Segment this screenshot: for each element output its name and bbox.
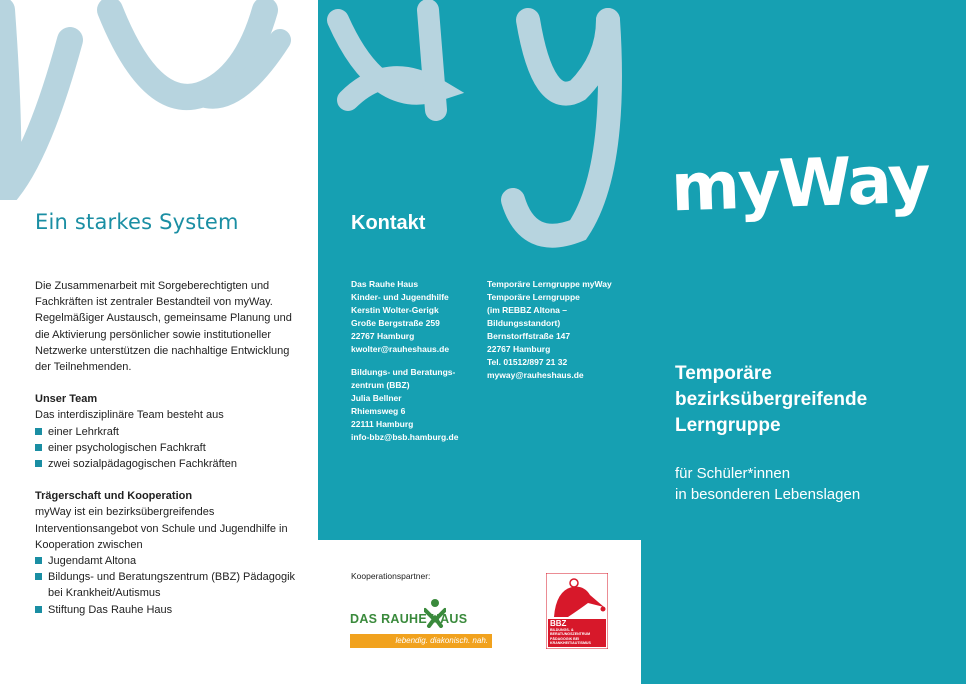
contact-line: Das Rauhe Haus	[351, 279, 419, 289]
partners-panel	[318, 540, 641, 684]
bbz-logo	[546, 573, 608, 649]
traeger-heading: Trägerschaft und Kooperation	[35, 490, 193, 503]
contact-column-2	[487, 278, 627, 392]
left-body	[35, 278, 300, 618]
contact-line: Kinder- und Jugendhilfe	[351, 292, 449, 302]
contact-email[interactable]: info-bbz@bsb.hamburg.de	[351, 432, 459, 442]
contact-line: Kerstin Wolter-Gerigk	[351, 305, 439, 315]
list-item: zwei sozialpädagogischen Fachkräften	[35, 456, 300, 472]
list-item: Stiftung Das Rauhe Haus	[35, 602, 300, 618]
intro-text: Die Zusammenarbeit mit Sorgeberechtigten und Fachkräften ist zentraler Bestandteil von myWay. Regelmäßiger Austausch, gemeinsame Planung und die Aktivierung persönlicher sowie institutioneller Netzwerke unterstützen die nachhaltige Entwicklung der Teilnehmenden.	[35, 280, 292, 374]
cover-panel	[641, 0, 966, 684]
team-intro: Das interdisziplinäre Team besteht aus	[35, 409, 224, 422]
contact-line: Bildungs- und Beratungs-	[351, 367, 456, 377]
subtitle-line: in besonderen Lebenslagen	[675, 486, 861, 503]
bbz-logo-text: BBZ BILDUNGS- & BERATUNGSZENTRUM PÄDAGOGIK BEI KRANKHEIT/AUTISMUS	[550, 619, 591, 645]
contact-line: 22767 Hamburg	[487, 344, 551, 354]
list-item: Bildungs- und Beratungszentrum (BBZ) Pädagogik bei Krankheit/Autismus	[35, 569, 300, 601]
contact-bbz	[351, 366, 481, 444]
left-panel	[0, 0, 318, 684]
contact-lerngruppe	[487, 278, 627, 382]
contact-line: Temporäre Lerngruppe	[487, 292, 580, 302]
contact-phone[interactable]: Tel. 01512/897 21 32	[487, 357, 568, 367]
house-figure-icon	[424, 598, 446, 628]
brand-logo: myWay	[669, 140, 931, 227]
team-list	[35, 424, 300, 473]
traeger-intro: myWay ist ein bezirksübergreifendes Interventionsangebot von Schule und Jugendhilfe in Kooperation zwischen	[35, 506, 288, 551]
contact-panel	[318, 0, 641, 540]
list-item: einer psychologischen Fachkraft	[35, 440, 300, 456]
contact-line: Bildungsstandort)	[487, 318, 561, 328]
rauhe-haus-logo	[350, 598, 492, 652]
contact-line: 22111 Hamburg	[351, 419, 414, 429]
rauhe-haus-logo-text: DAS RAUHE HAUS	[350, 612, 468, 626]
list-item: einer Lehrkraft	[35, 424, 300, 440]
subtitle-line: für Schüler*innen	[675, 465, 791, 482]
list-item: Jugendamt Altona	[35, 553, 300, 569]
contact-email[interactable]: myway@rauheshaus.de	[487, 370, 584, 380]
contact-line: 22767 Hamburg	[351, 331, 415, 341]
decorative-lettering	[0, 0, 318, 200]
rauhe-haus-tagline: lebendig. diakonisch. nah.	[350, 634, 492, 648]
contact-column-1	[351, 278, 481, 454]
contact-line: (im REBBZ Altona –	[487, 305, 567, 315]
contact-line: Große Bergstraße 259	[351, 318, 440, 328]
contact-heading: Kontakt	[351, 212, 426, 234]
section-heading: Ein starkes System	[35, 210, 239, 234]
contact-rauhe-haus	[351, 278, 481, 356]
contact-line: Temporäre Lerngruppe myWay	[487, 279, 612, 289]
partners-label: Kooperationspartner:	[351, 571, 431, 581]
team-heading: Unser Team	[35, 393, 98, 406]
contact-line: Julia Bellner	[351, 393, 402, 403]
traeger-list	[35, 553, 300, 618]
contact-line: zentrum (BBZ)	[351, 380, 410, 390]
cover-title: Temporäre bezirksübergreifende Lerngruppe	[675, 363, 868, 436]
contact-line: Bernstorffstraße 147	[487, 331, 571, 341]
cover-subtitle	[675, 463, 945, 505]
contact-email[interactable]: kwolter@rauheshaus.de	[351, 344, 450, 354]
contact-line: Rhiemsweg 6	[351, 406, 406, 416]
